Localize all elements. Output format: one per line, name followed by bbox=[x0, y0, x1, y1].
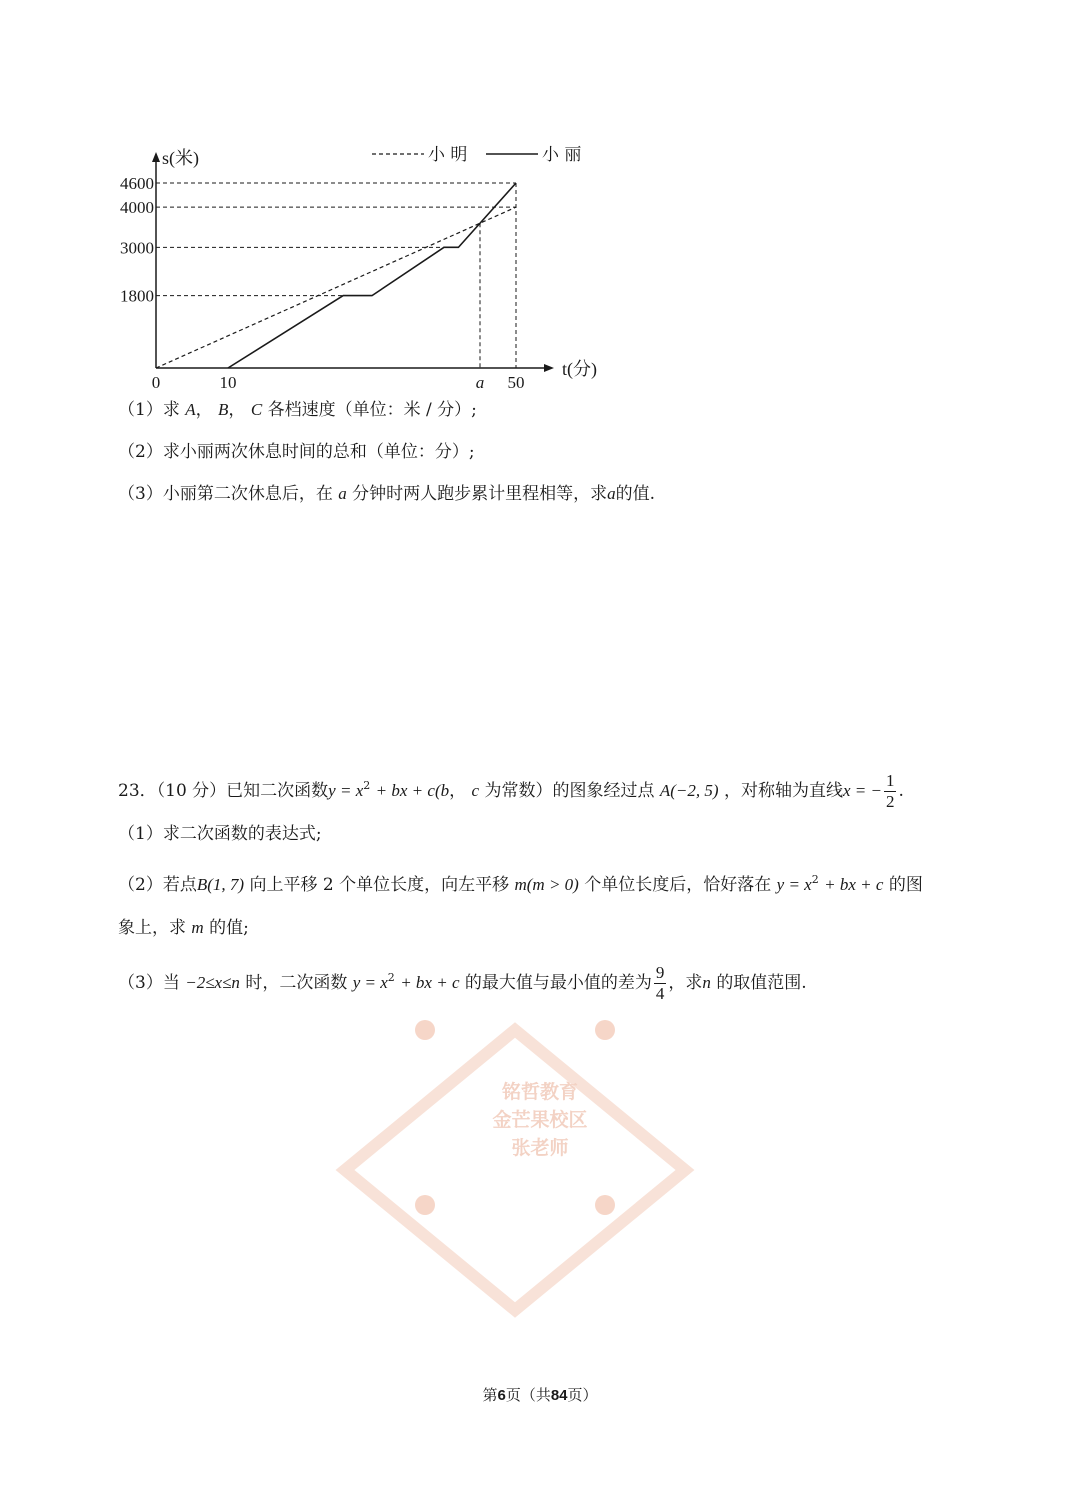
q22-part1: （1）求 A， B， C 各档速度（单位：米 / 分）; bbox=[118, 400, 477, 420]
page-footer: 第6页（共84页） bbox=[482, 1386, 598, 1404]
watermark-diamond bbox=[330, 1020, 700, 1320]
y-tick-label: 4000 bbox=[120, 198, 154, 218]
fraction-nine-fourths: $\frac{9}{4}$ bbox=[655, 963, 665, 1003]
q23-part3: （3）当 −2≤x≤n 时，二次函数 $y = x^2$ + bx + c 的最大值与最小值的差为 $\frac{9}{4}$ ，求n 的取值范围. bbox=[118, 963, 807, 1003]
q22-part3: （3）小丽第二次休息后，在 a 分钟时两人跑步累计里程相等，求a的值. bbox=[118, 484, 656, 504]
watermark-text: 铭哲教育 bbox=[501, 1081, 578, 1103]
y-tick-label: 3000 bbox=[120, 238, 154, 258]
distance-time-chart bbox=[108, 130, 608, 400]
q23-part2-cont: 象上，求 m 的值; bbox=[118, 918, 249, 938]
x-tick-label: 0 bbox=[151, 373, 161, 392]
legend-label: 小 丽 bbox=[542, 145, 582, 165]
watermark-text: 张老师 bbox=[511, 1137, 569, 1159]
x-tick-label: 50 bbox=[507, 373, 525, 392]
x-tick-label: a bbox=[475, 373, 485, 392]
legend-label: 小 明 bbox=[428, 145, 468, 165]
fraction-half: $\frac{1}{2}$ bbox=[885, 771, 895, 811]
x-axis-arrow bbox=[544, 364, 554, 372]
q23-part2: （2）若点B(1, 7) 向上平移 2 个单位长度，向左平移 m(m > 0) 个单位长度后，恰好落在 $y = x^2$ + bx + c 的图 bbox=[118, 873, 923, 895]
series-xiaoming-line bbox=[156, 207, 516, 368]
y-tick-label: 4600 bbox=[120, 174, 154, 193]
y-tick-label: 1800 bbox=[120, 286, 154, 306]
x-axis-label: t(分) bbox=[562, 359, 597, 379]
y-axis-label: s(米) bbox=[162, 148, 199, 168]
q23-part1: （1）求二次函数的表达式; bbox=[118, 824, 322, 844]
q23-stem: 23．（10 分）已知二次函数$y = x^2$ + bx + c(b， c 为常数）的图象经过点 A(−2, 5) ，对称轴为直线x = − $\frac{1}{2}$ . bbox=[118, 771, 904, 811]
q22-part2: （2）求小丽两次休息时间的总和（单位：分）; bbox=[118, 442, 475, 462]
x-tick-label: 10 bbox=[219, 373, 237, 392]
series-xiaoli-line bbox=[228, 183, 516, 368]
watermark-text: 金芒果校区 bbox=[492, 1109, 588, 1131]
y-axis-arrow bbox=[152, 152, 160, 162]
